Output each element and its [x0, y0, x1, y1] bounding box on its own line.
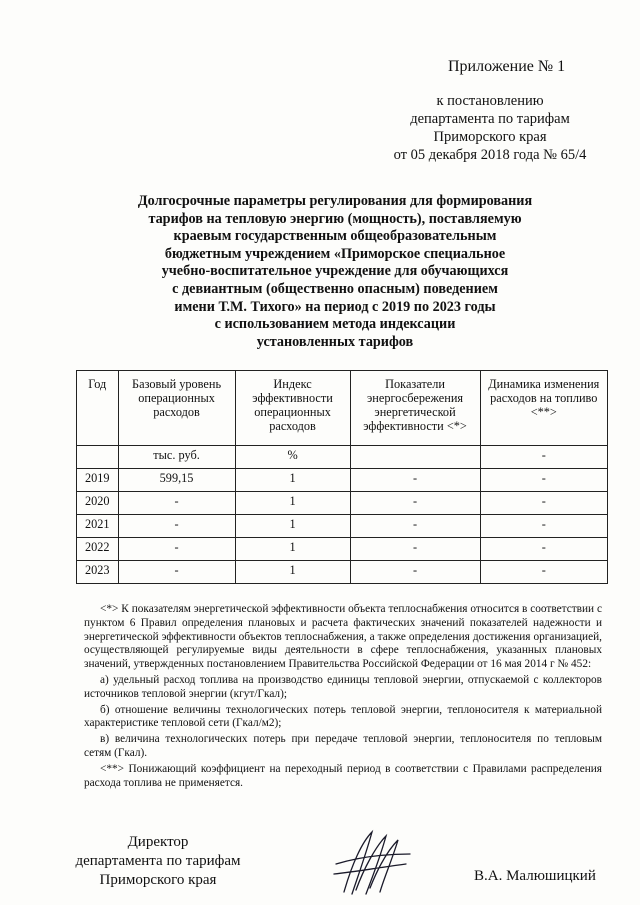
- units-cell: [350, 446, 480, 469]
- units-cell: тыс. руб.: [118, 446, 235, 469]
- title-line: бюджетным учреждением «Приморское специальное: [164, 245, 506, 262]
- table-row: [77, 561, 608, 584]
- cell-index: 1: [235, 561, 350, 584]
- position-line: Приморского края: [99, 872, 217, 888]
- table-row: [77, 515, 608, 538]
- cell-year: 2022: [77, 538, 119, 561]
- parameters-table: [76, 370, 608, 584]
- footnotes: [84, 603, 602, 792]
- document-title: [100, 193, 570, 351]
- title-line: имени Т.М. Тихого» на период с 2019 по 2023 годы: [174, 298, 496, 315]
- cell-year: 2023: [77, 561, 119, 584]
- cell-fuel: -: [480, 515, 607, 538]
- header-fuel-dynamics: Динамика изменения расходов на топливо <**>: [480, 371, 607, 446]
- cell-year: 2020: [77, 492, 119, 515]
- footnote: <*> К показателям энергетической эффективности объекта теплоснабжения относится в соответствии с пунктом 6 Правил определения плановых и расчета фактических значений показателей надежности и энергетической эффективности объектов теплоснабжения, а также определения достижения организацией, осуществляющей регулируемые виды деятельности в сфере теплоснабжения, указанных плановых значений, утвержденных постановлением Правительства Российской Федерации от 16 мая 2014 г № 452:: [84, 603, 602, 671]
- cell-base: 599,15: [118, 469, 235, 492]
- cell-fuel: -: [480, 469, 607, 492]
- position-line: департамента по тарифам: [75, 853, 241, 869]
- cell-energy: -: [350, 561, 480, 584]
- footnote: б) отношение величины технологических потерь тепловой энергии, теплоносителя к материальной характеристике тепловой сети (Гкал/м2);: [84, 703, 602, 730]
- resolution-line: к постановлению: [436, 93, 544, 109]
- title-line: Долгосрочные параметры регулирования для формирования: [137, 193, 533, 209]
- cell-fuel: -: [480, 538, 607, 561]
- cell-base: -: [118, 492, 235, 515]
- footnote: а) удельный расход топлива на производство единицы тепловой энергии, отпускаемой с коллекторов источников тепловой энергии (кгут/Гкал);: [84, 673, 602, 700]
- table-header-row: [77, 371, 608, 446]
- title-line: тарифов на тепловую энергию (мощность), поставляемую: [148, 210, 522, 227]
- cell-base: -: [118, 515, 235, 538]
- resolution-line: департамента по тарифам: [410, 111, 570, 127]
- signatory-name: В.А. Малюшицкий: [474, 868, 596, 884]
- resolution-line: Приморского края: [433, 129, 547, 145]
- handwritten-signature: [326, 824, 416, 899]
- cell-energy: -: [350, 469, 480, 492]
- table-row: [77, 538, 608, 561]
- cell-year: 2021: [77, 515, 119, 538]
- title-line: с использованием метода индексации: [214, 316, 456, 333]
- cell-energy: -: [350, 492, 480, 515]
- cell-index: 1: [235, 515, 350, 538]
- cell-index: 1: [235, 469, 350, 492]
- table-row: [77, 469, 608, 492]
- cell-base: -: [118, 561, 235, 584]
- footnote: <**> Понижающий коэффициент на переходный период в соответствии с Правилами распределения расхода топлива не применяется.: [84, 762, 602, 789]
- cell-base: -: [118, 538, 235, 561]
- footnote: в) величина технологических потерь при передаче тепловой энергии, теплоносителя по тепловым сетям (Гкал).: [84, 733, 602, 759]
- title-line: учебно-воспитательное учреждение для обучающихся: [161, 263, 509, 280]
- cell-fuel: -: [480, 492, 607, 515]
- resolution-reference: [370, 92, 610, 164]
- cell-index: 1: [235, 538, 350, 561]
- title-line: краевым государственным общеобразовательным: [173, 228, 497, 245]
- header-year: Год: [77, 371, 119, 446]
- resolution-line: от 05 декабря 2018 года № 65/4: [393, 147, 587, 163]
- header-base-level: Базовый уровень операционных расходов: [118, 371, 235, 446]
- header-efficiency-index: Индекс эффективности операционных расходов: [235, 371, 350, 446]
- table-row: [77, 492, 608, 515]
- cell-fuel: -: [480, 561, 607, 584]
- cell-index: 1: [235, 492, 350, 515]
- title-line: с девиантным (общественно опасным) поведением: [172, 280, 498, 297]
- position-line: Директор: [127, 834, 189, 850]
- signatory-position: [68, 833, 248, 890]
- appendix-title: Приложение № 1: [448, 58, 566, 75]
- units-cell: %: [235, 446, 350, 469]
- cell-year: 2019: [77, 469, 119, 492]
- header-energy-saving: Показатели энергосбережения энергетической эффективности <*>: [350, 371, 480, 446]
- table-units-row: [77, 446, 608, 469]
- title-line: установленных тарифов: [256, 333, 414, 350]
- units-cell: -: [480, 446, 607, 469]
- cell-energy: -: [350, 515, 480, 538]
- cell-energy: -: [350, 538, 480, 561]
- units-cell: [77, 446, 119, 469]
